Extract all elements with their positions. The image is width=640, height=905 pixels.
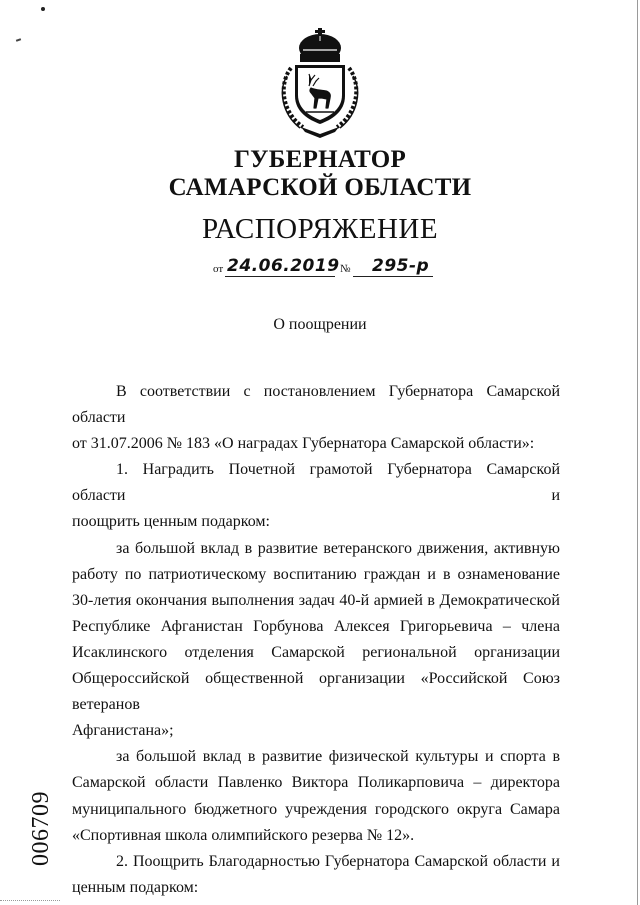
body-line: 1. Наградить Почетной грамотой Губернатора Самарской области и — [72, 461, 560, 505]
heading-region: САМАРСКОЙ ОБЛАСТИ — [168, 174, 472, 201]
document-date: 24.06.2019 — [227, 256, 340, 276]
number-label: № — [340, 263, 351, 275]
paragraph-award-gorbunov — [72, 536, 560, 745]
body-line: «Спортивная школа олимпийского резерва № 12». — [72, 826, 415, 844]
body-line: муниципального бюджетного учреждения городского округа Самара — [72, 800, 560, 818]
paragraph-item-2 — [72, 849, 560, 901]
body-line: Афганистана»; — [72, 722, 174, 740]
body-line: за большой вклад в развитие ветеранского движения, активную — [116, 539, 560, 557]
date-underline — [225, 276, 335, 277]
body-line: поощрить ценным подарком: — [72, 513, 270, 531]
body-line: Самарской области Павленко Виктора Поликарповича – директора — [72, 774, 560, 792]
scan-dot-mark — [41, 7, 45, 11]
date-label: от — [213, 263, 224, 275]
document-body — [72, 379, 560, 901]
body-line: от 31.07.2006 № 183 «О наградах Губернатора Самарской области»: — [72, 435, 535, 453]
paragraph-award-pavlenko — [72, 744, 560, 848]
page-bottom-dots — [0, 900, 60, 901]
document-subject: О поощрении — [273, 316, 367, 333]
page-edge-line — [637, 0, 638, 905]
heading-governor: ГУБЕРНАТОР — [233, 146, 407, 173]
body-line: за большой вклад в развитие физической культуры и спорта в — [116, 748, 560, 766]
body-line: 30-летия окончания выполнения задач 40-й армией в Демократической — [72, 591, 560, 609]
body-line: В соответствии с постановлением Губернатора Самарской области — [72, 383, 560, 427]
document-number: 295-р — [372, 256, 430, 276]
paragraph-item-1 — [72, 457, 560, 535]
body-line: Исаклинского отделения Самарской региональной организации — [72, 643, 560, 661]
body-line: 2. Поощрить Благодарностью Губернатора Самарской области и — [116, 852, 560, 870]
body-line: ценным подарком: — [72, 878, 199, 896]
document-meta-row — [213, 254, 443, 280]
body-line: Общероссийской общественной организации «Российской Союз ветеранов — [72, 670, 560, 714]
scan-dash-mark — [16, 38, 21, 42]
paragraph-basis — [72, 379, 560, 457]
samara-coat-of-arms-icon — [273, 28, 367, 140]
side-serial-code: 006709 — [28, 791, 54, 866]
body-line: работу по патриотическому воспитанию граждан и в ознаменование — [72, 565, 560, 583]
number-underline — [353, 276, 433, 277]
body-line: Республике Афганистан Горбунова Алексея Григорьевича – члена — [72, 617, 560, 635]
document-type-title: РАСПОРЯЖЕНИЕ — [201, 213, 439, 245]
